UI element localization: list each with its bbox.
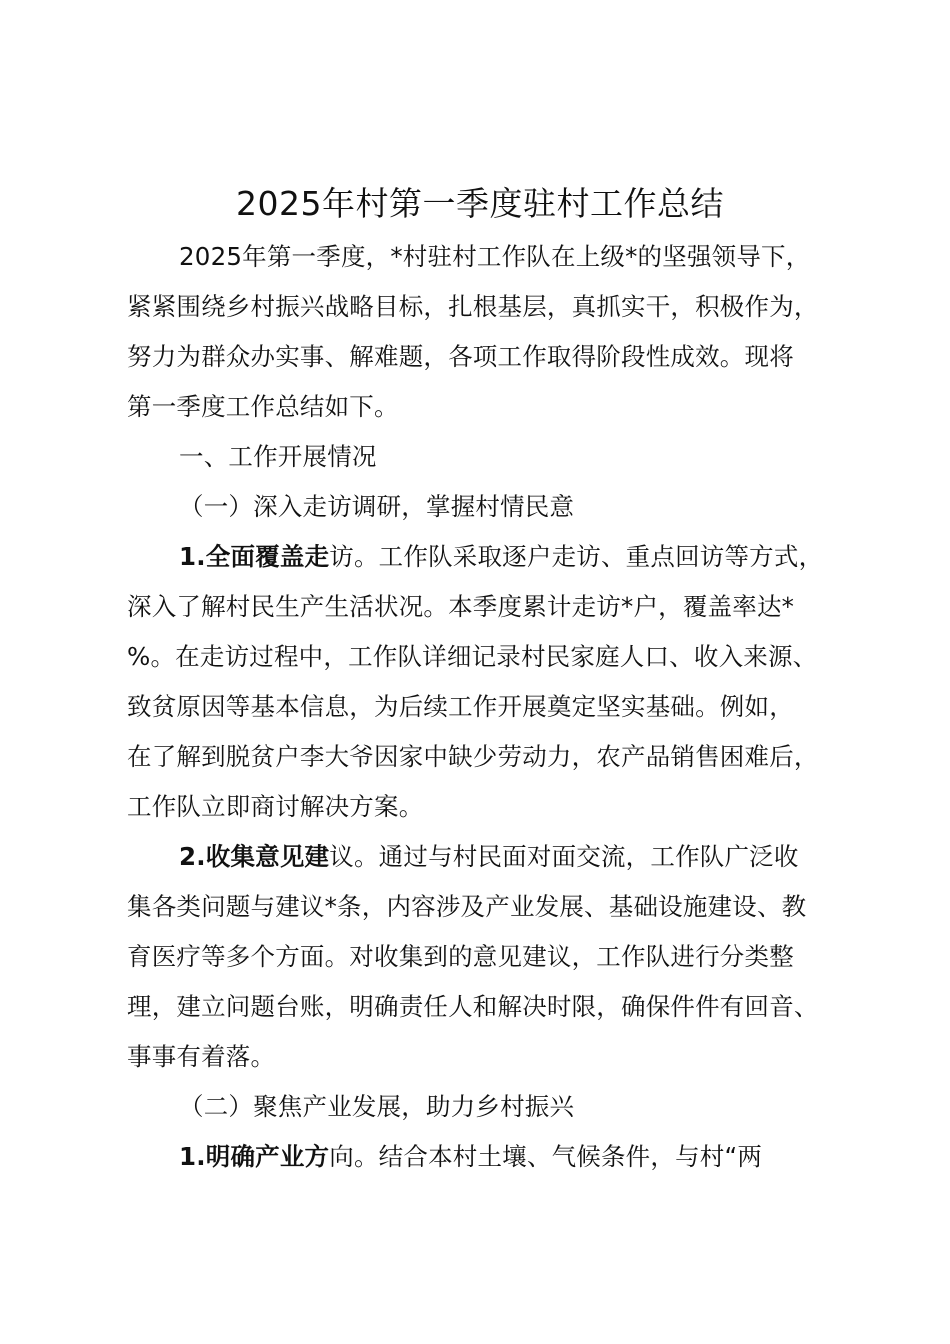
paragraph-text: 议。通过与村民面对面交流，工作队广泛收 — [329, 842, 799, 871]
paragraph-text: 访。工作队采取逐户走访、重点回访等方式， — [329, 542, 824, 571]
paragraph-line: 2025年第一季度，*村驻村工作队在上级*的坚强领导下， — [179, 242, 811, 271]
paragraph-line: 育医疗等多个方面。对收集到的意见建议，工作队进行分类整 — [127, 942, 794, 971]
paragraph-line: %。在走访过程中，工作队详细记录村民家庭人口、收入来源、 — [127, 642, 818, 671]
item-heading: 1.全面覆盖走 — [179, 542, 330, 571]
paragraph-line — [127, 1132, 862, 1182]
paragraph-line — [127, 832, 862, 882]
item-heading: 1.明确产业方 — [179, 1142, 330, 1171]
document-body — [127, 232, 862, 1182]
item-heading: 2.收集意见建 — [179, 842, 330, 871]
section-heading: 一、工作开展情况 — [179, 442, 377, 471]
document-title: 2025年村第一季度驻村工作总结 — [236, 184, 724, 223]
paragraph-line — [127, 532, 862, 582]
paragraph-text: 向。结合本村土壤、气候条件，与村“两 — [329, 1142, 763, 1171]
paragraph-line: 集各类问题与建议*条，内容涉及产业发展、基础设施建设、教 — [127, 892, 807, 921]
paragraph-line: 事事有着落。 — [127, 1042, 276, 1071]
paragraph-line: 在了解到脱贫户李大爷因家中缺少劳动力，农产品销售困难后， — [127, 742, 819, 771]
paragraph-line: 工作队立即商讨解决方案。 — [127, 792, 424, 821]
subsection-heading: （二）聚焦产业发展，助力乡村振兴 — [179, 1092, 575, 1121]
paragraph-line: 第一季度工作总结如下。 — [127, 392, 399, 421]
subsection-heading: （一）深入走访调研，掌握村情民意 — [179, 492, 575, 521]
paragraph-line: 致贫原因等基本信息，为后续工作开展奠定坚实基础。例如， — [127, 692, 794, 721]
paragraph-line: 理，建立问题台账，明确责任人和解决时限，确保件件有回音、 — [127, 992, 819, 1021]
paragraph-line: 努力为群众办实事、解难题，各项工作取得阶段性成效。现将 — [127, 342, 794, 371]
paragraph-line: 深入了解村民生产生活状况。本季度累计走访*户，覆盖率达* — [127, 592, 795, 621]
paragraph-line: 紧紧围绕乡村振兴战略目标，扎根基层，真抓实干，积极作为， — [127, 292, 819, 321]
